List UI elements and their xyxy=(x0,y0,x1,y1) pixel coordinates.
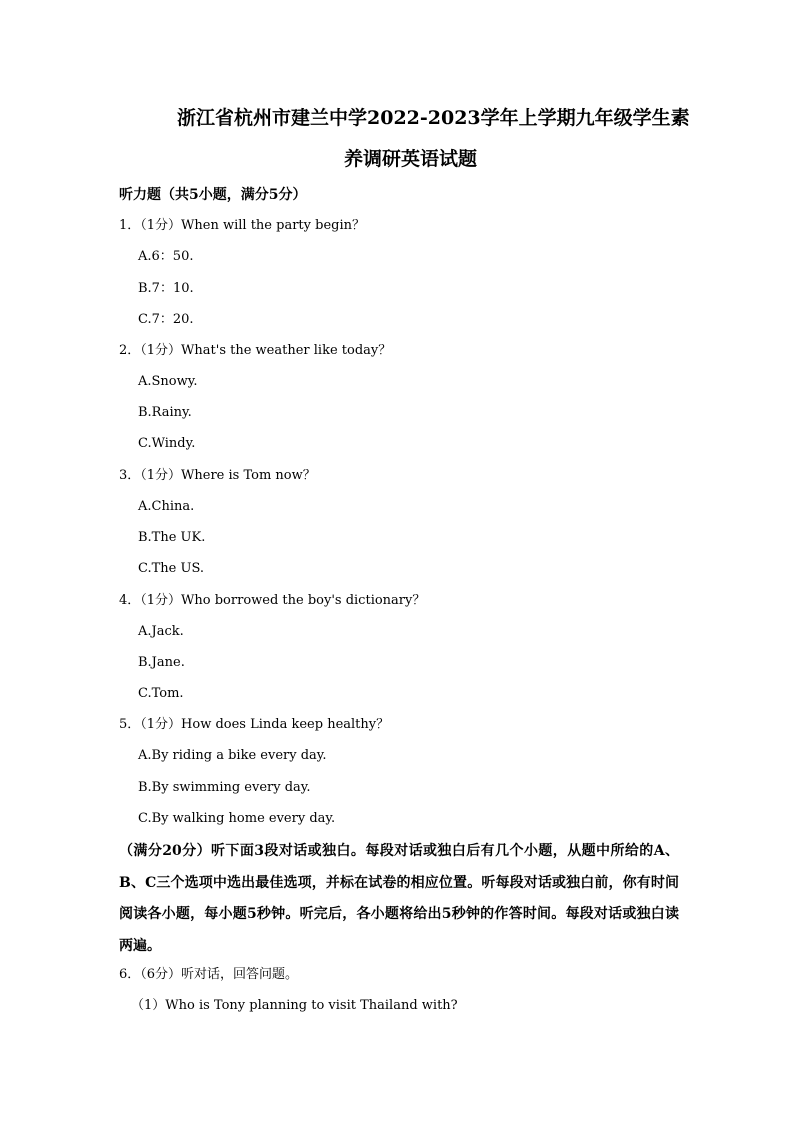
section-instructions: （满分20分）听下面3段对话或独白。每段对话或独白后有几个小题，从题中所给的A、B、C三个选项中选出最佳选项，并标在试卷的相应位置。听每段对话或独白前，你有时间阅读各小题，每小题5秒钟。听完后，各小题将给出5秒钟的作答时间。每段对话或独白读两遍。 xyxy=(119,843,679,954)
question-2-stem: 2．（1分）What's the weather like today？ xyxy=(119,343,392,358)
question-4-option-b: B.Jane. xyxy=(138,655,185,670)
question-4-option-c: C.Tom. xyxy=(138,686,184,701)
question-1-option-c: C.7：20. xyxy=(138,312,194,327)
question-1-stem: 1．（1分）When will the party begin？ xyxy=(119,218,365,233)
question-6-stem: 6．（6分）听对话，回答问题。 xyxy=(119,967,299,982)
question-4-stem: 4．（1分）Who borrowed the boy's dictionary？ xyxy=(119,593,426,608)
question-5-stem: 5．（1分）How does Linda keep healthy？ xyxy=(119,717,390,732)
question-3-stem: 3．（1分）Where is Tom now？ xyxy=(119,468,316,483)
question-5-option-a: A.By riding a bike every day. xyxy=(138,748,327,763)
question-4-option-a: A.Jack. xyxy=(138,624,184,639)
question-5-option-b: B.By swimming every day. xyxy=(138,780,311,795)
question-3-option-b: B.The UK. xyxy=(138,530,206,545)
page-title-line-2: 养调研英语试题 xyxy=(344,148,478,170)
question-3-option-c: C.The US. xyxy=(138,561,205,576)
question-2-option-b: B.Rainy. xyxy=(138,405,192,420)
page-title-line-1: 浙江省杭州市建兰中学2022-2023学年上学期九年级学生素 xyxy=(177,107,690,129)
question-3-option-a: A.China. xyxy=(138,499,195,514)
question-1-option-a: A.6：50. xyxy=(138,249,194,264)
section-heading-listening: 听力题（共5小题，满分5分） xyxy=(119,187,307,203)
question-2-option-c: C.Windy. xyxy=(138,436,196,451)
question-2-option-a: A.Snowy. xyxy=(138,374,198,389)
question-6-subquestion-1: （1）Who is Tony planning to visit Thailand with? xyxy=(131,998,458,1013)
question-1-option-b: B.7：10. xyxy=(138,281,194,296)
question-5-option-c: C.By walking home every day. xyxy=(138,811,336,826)
